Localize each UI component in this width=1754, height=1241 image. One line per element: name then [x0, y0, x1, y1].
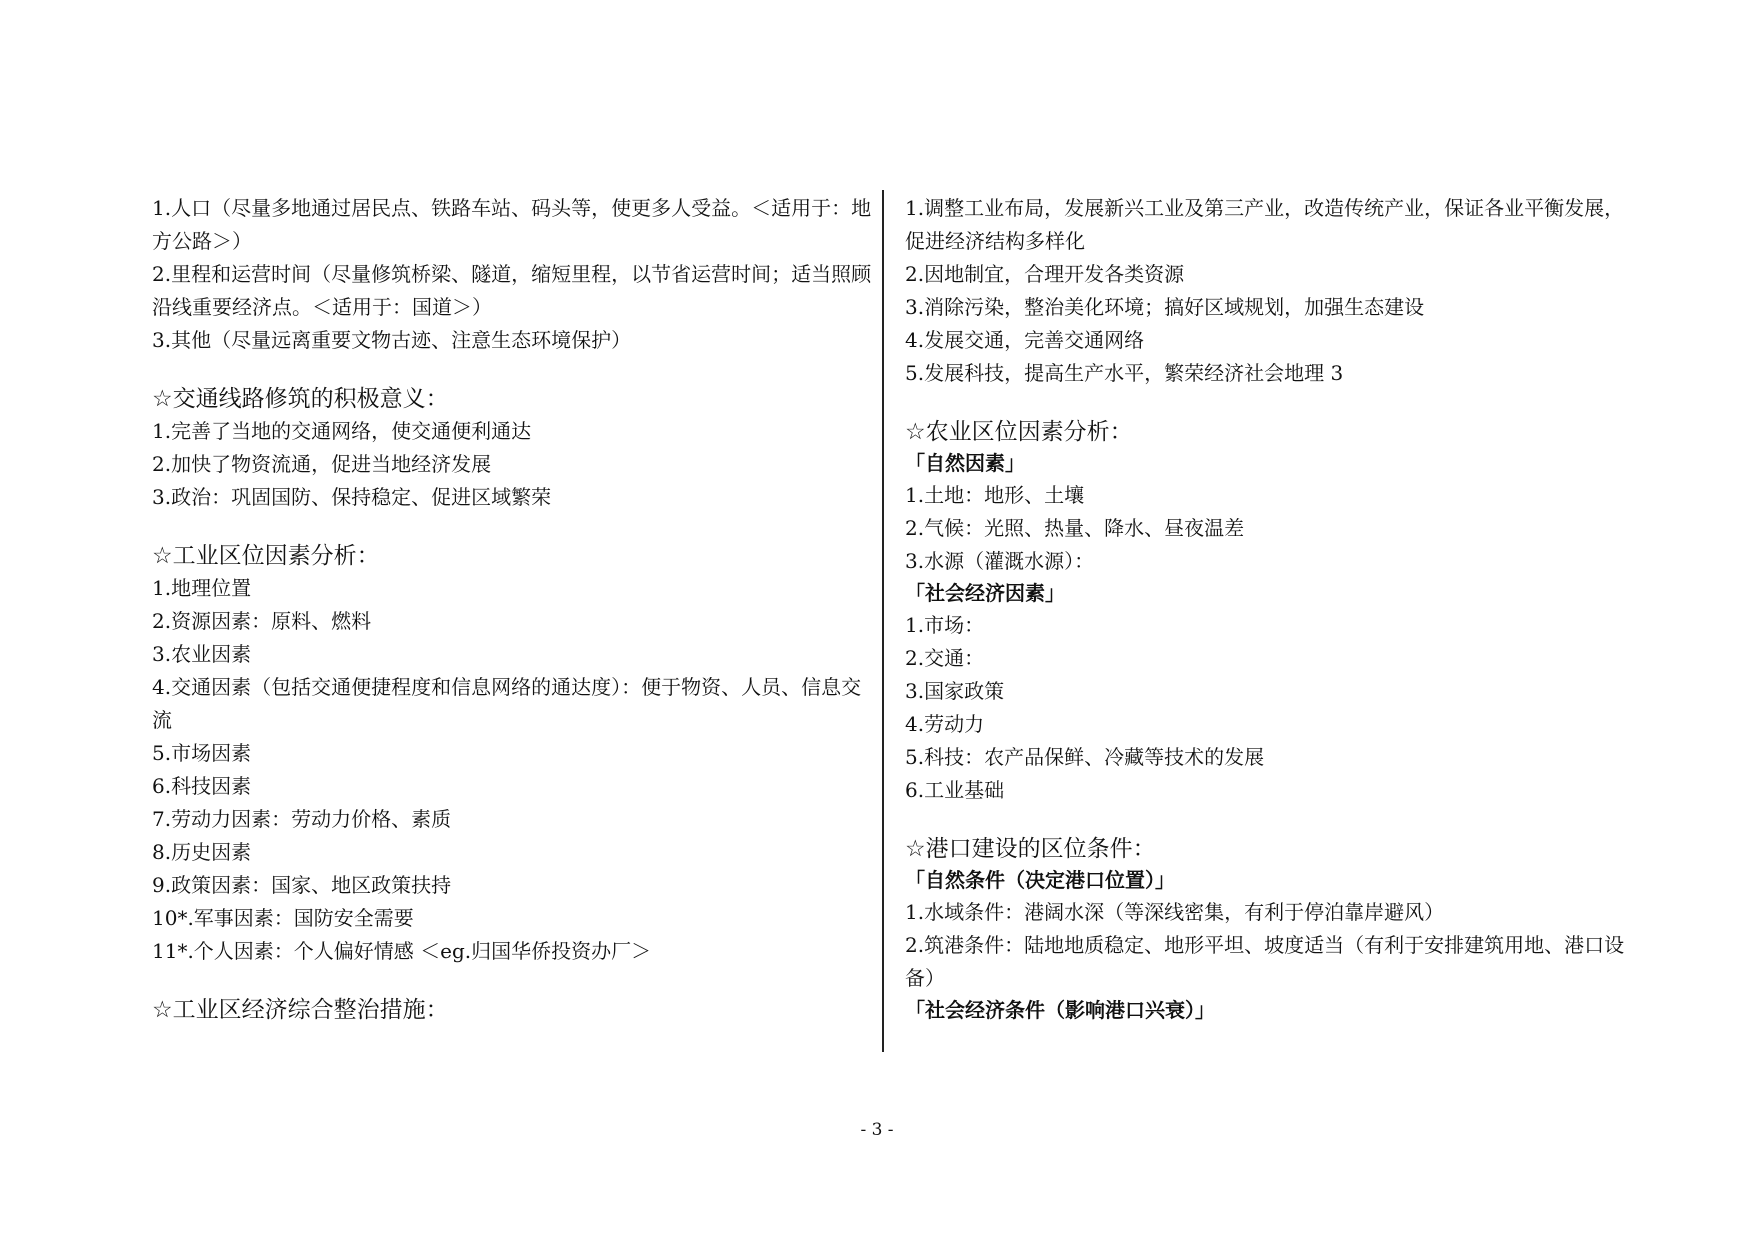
page-number: - 3 -: [860, 1120, 894, 1140]
section-heading-agri-location: ☆农业区位因素分析：: [905, 419, 1133, 445]
list-item: 6.科技因素: [152, 774, 252, 798]
list-item: 2.加快了物资流通，促进当地经济发展: [152, 452, 492, 476]
list-item: 5.发展科技，提高生产水平，繁荣经济社会地理 3: [905, 361, 1344, 385]
section-heading-transport-significance: ☆交通线路修筑的积极意义：: [152, 386, 449, 412]
list-item: 5.市场因素: [152, 741, 252, 765]
subheading-port-natural: 「自然条件（决定港口位置）」: [905, 868, 1175, 892]
list-item: 4.交通因素（包括交通便捷程度和信息网络的通达度）：便于物资、人员、信息交流: [152, 675, 862, 732]
list-item: 1.土地：地形、土壤: [905, 483, 1085, 507]
list-item: 10*.军事因素：国防安全需要: [152, 906, 414, 930]
list-item: 2.交通：: [905, 646, 985, 670]
section-heading-industrial-measures: ☆工业区经济综合整治措施：: [152, 997, 449, 1023]
list-item: 1.调整工业布局，发展新兴工业及第三产业，改造传统产业，保证各业平衡发展，促进经济结构多样化: [905, 196, 1625, 253]
list-item: 2.资源因素：原料、燃料: [152, 609, 372, 633]
route-principle-3: 3.其他（尽量远离重要文物古迹、注意生态环境保护）: [152, 328, 632, 352]
right-column: [905, 192, 1625, 1026]
route-principle-1: 1.人口（尽量多地通过居民点、铁路车站、码头等，使更多人受益。＜适用于：地方公路＞）: [152, 196, 872, 253]
list-item: 3.国家政策: [905, 679, 1005, 703]
list-item: 11*.个人因素：个人偏好情感 ＜eg.归国华侨投资办厂＞: [152, 939, 652, 963]
list-item: 4.劳动力: [905, 712, 985, 736]
list-item: 2.筑港条件：陆地地质稳定、地形平坦、坡度适当（有利于安排建筑用地、港口设备）: [905, 933, 1625, 990]
left-column: [152, 192, 872, 1026]
list-item: 1.地理位置: [152, 576, 252, 600]
subheading-social-factors: 「社会经济因素」: [905, 581, 1065, 605]
list-item: 2.因地制宜，合理开发各类资源: [905, 262, 1185, 286]
route-principle-2: 2.里程和运营时间（尽量修筑桥梁、隧道，缩短里程，以节省运营时间；适当照顾沿线重要经济点。＜适用于：国道＞）: [152, 262, 872, 319]
list-item: 2.气候：光照、热量、降水、昼夜温差: [905, 516, 1245, 540]
section-heading-industrial-location: ☆工业区位因素分析：: [152, 543, 380, 569]
list-item: 5.科技：农产品保鲜、冷藏等技术的发展: [905, 745, 1265, 769]
list-item: 3.水源（灌溉水源）：: [905, 549, 1095, 573]
list-item: 9.政策因素：国家、地区政策扶持: [152, 873, 452, 897]
section-heading-port: ☆港口建设的区位条件：: [905, 836, 1156, 862]
subheading-natural-factors: 「自然因素」: [905, 451, 1025, 475]
list-item: 3.政治：巩固国防、保持稳定、促进区域繁荣: [152, 485, 552, 509]
subheading-port-social: 「社会经济条件（影响港口兴衰）」: [905, 998, 1215, 1022]
list-item: 3.农业因素: [152, 642, 252, 666]
list-item: 4.发展交通，完善交通网络: [905, 328, 1145, 352]
list-item: 1.完善了当地的交通网络，使交通便利通达: [152, 419, 532, 443]
list-item: 7.劳动力因素：劳动力价格、素质: [152, 807, 452, 831]
list-item: 3.消除污染，整治美化环境；搞好区域规划，加强生态建设: [905, 295, 1425, 319]
list-item: 8.历史因素: [152, 840, 252, 864]
column-divider: [882, 190, 884, 1052]
list-item: 1.市场：: [905, 613, 985, 637]
list-item: 1.水域条件：港阔水深（等深线密集，有利于停泊靠岸避风）: [905, 900, 1445, 924]
list-item: 6.工业基础: [905, 778, 1005, 802]
